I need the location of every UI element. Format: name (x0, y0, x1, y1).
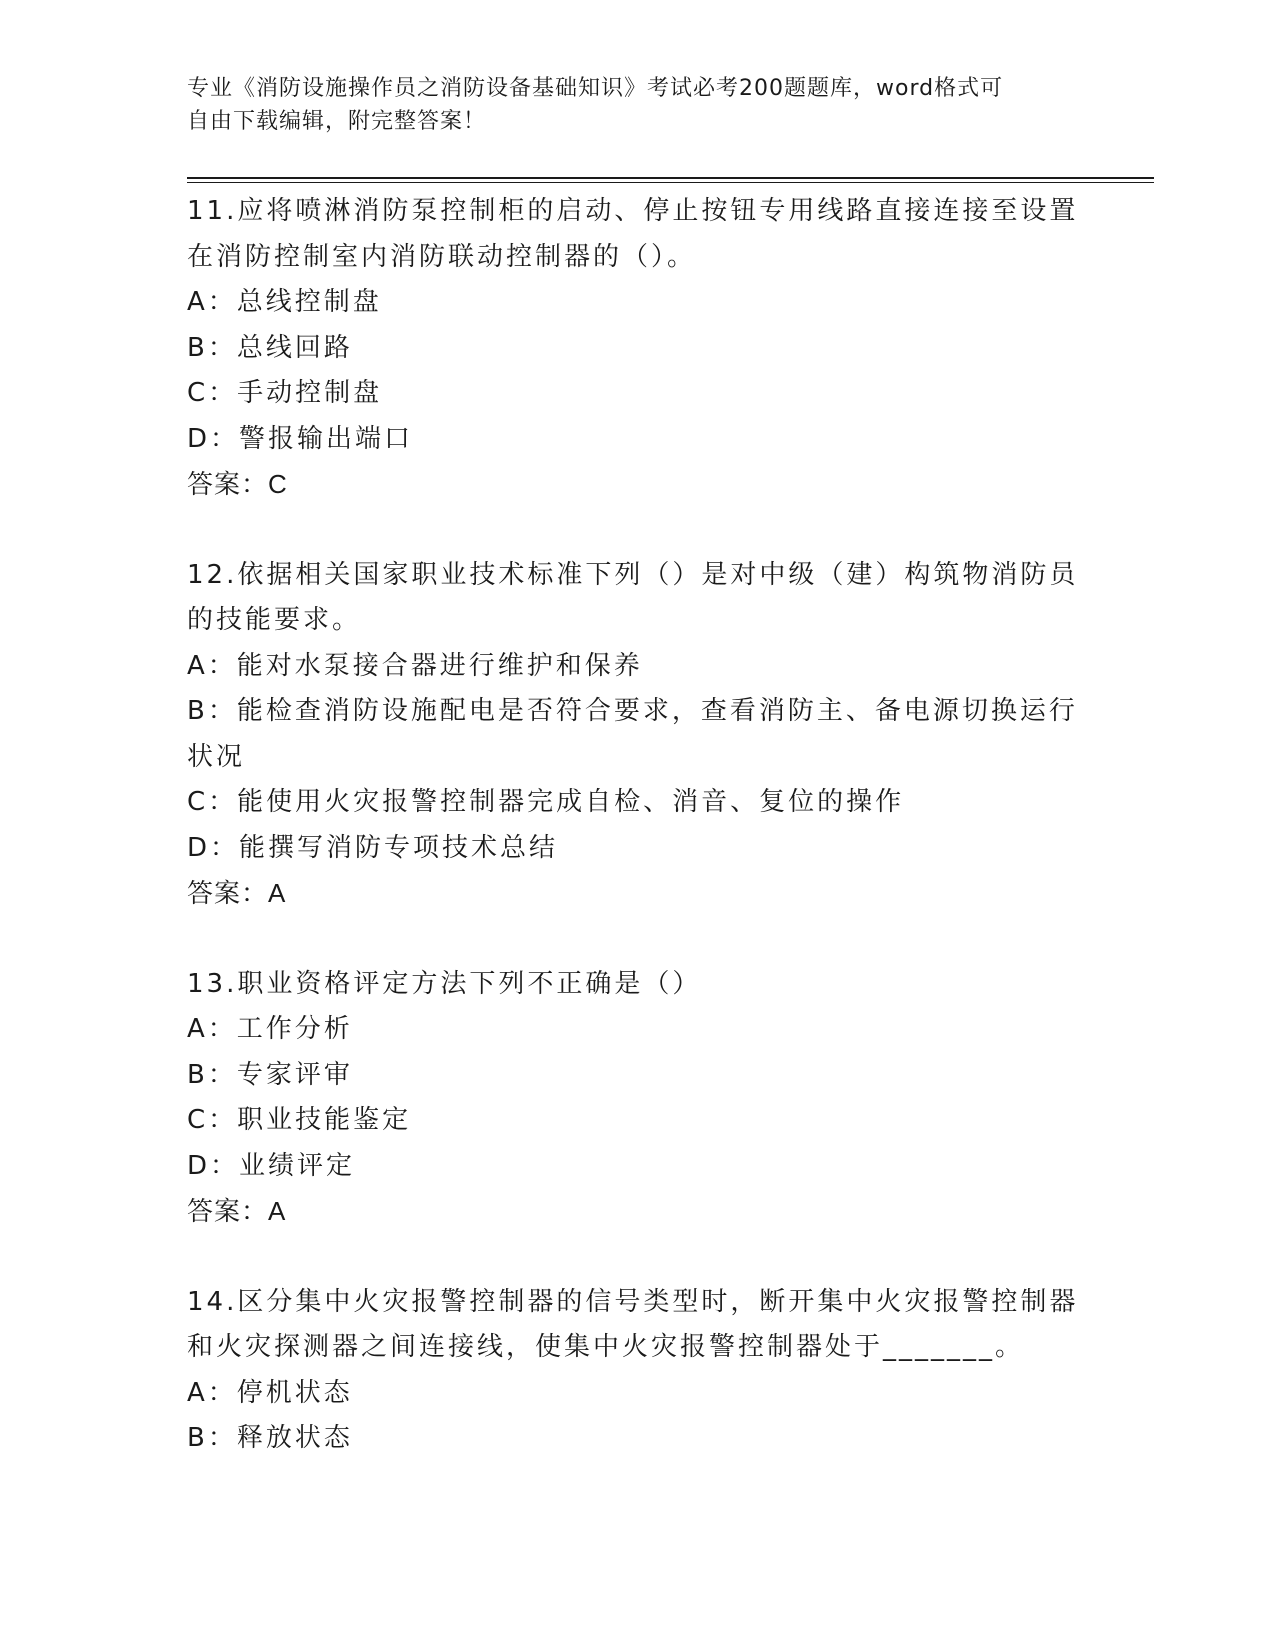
option-a: A：能对水泵接合器进行维护和保养 (187, 650, 643, 681)
question-11 (187, 189, 1087, 508)
document-header (187, 72, 1067, 138)
question-12 (187, 553, 1087, 917)
option-a: A：总线控制盘 (187, 287, 382, 317)
header-line-2: 自由下载编辑，附完整答案！ (187, 109, 487, 134)
answer: 答案：C (187, 469, 288, 499)
question-13 (187, 962, 1087, 1235)
question-stem: 11.应将喷淋消防泵控制柜的启动、停止按钮专用线路直接连接至设置在消防控制室内消防联动控制器的（）。 (187, 196, 1079, 272)
question-stem: 13.职业资格评定方法下列不正确是（） (187, 968, 702, 999)
header-divider-thin (187, 182, 1154, 183)
option-d: D：业绩评定 (187, 1150, 356, 1181)
answer: 答案：A (187, 878, 287, 908)
option-c: C：手动控制盘 (187, 378, 383, 408)
option-c: C：职业技能鉴定 (187, 1105, 412, 1135)
option-b: B：总线回路 (187, 332, 353, 363)
option-d: D：警报输出端口 (187, 423, 414, 454)
question-14 (187, 1280, 1087, 1462)
header-line-1: 专业《消防设施操作员之消防设备基础知识》考试必考200题题库，word格式可 (187, 76, 1004, 101)
option-d: D：能撰写消防专项技术总结 (187, 832, 559, 863)
question-stem: 12.依据相关国家职业技术标准下列（）是对中级（建）构筑物消防员的技能要求。 (187, 559, 1079, 635)
answer: 答案：A (187, 1196, 287, 1226)
option-c: C：能使用火灾报警控制器完成自检、消音、复位的操作 (187, 787, 905, 817)
option-a: A：停机状态 (187, 1377, 353, 1408)
option-a: A：工作分析 (187, 1014, 353, 1044)
option-b: B：释放状态 (187, 1423, 353, 1453)
question-stem: 14.区分集中火灾报警控制器的信号类型时，断开集中火灾报警控制器和火灾探测器之间连接线，使集中火灾报警控制器处于_______。 (187, 1286, 1079, 1362)
option-b: B：专家评审 (187, 1059, 353, 1090)
option-b: B：能检查消防设施配电是否符合要求，查看消防主、备电源切换运行状况 (187, 696, 1078, 772)
header-divider-thick (187, 177, 1154, 179)
question-list (187, 189, 1087, 1507)
